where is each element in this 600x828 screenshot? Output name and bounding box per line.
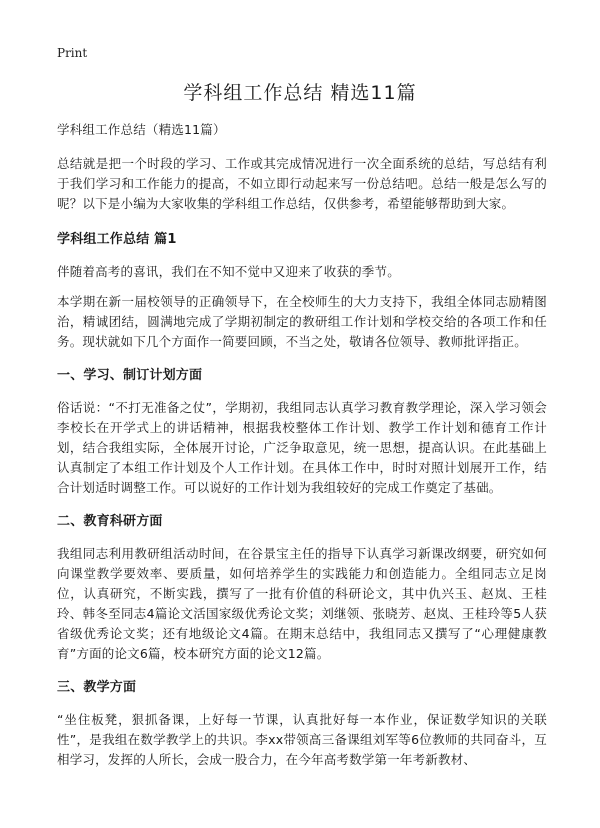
article-subtitle: 学科组工作总结（精选11篇） [57,122,226,137]
heading-research: 二、教育科研方面 [57,514,163,529]
print-link[interactable]: Print [57,46,88,60]
paragraph-teaching: “坐住板凳，狠抓备课，上好每一节课，认真批好每一本作业，保证数学知识的关联性”，是我组在数学教学上的共识。李xx带领高三备课组刘军等6位教师的共同奋斗，互相学习，发挥的人所长，会成一股合力，在今年高考数学第一年考新教材、 [57,712,547,767]
paragraph-research: 我组同志利用教研组活动时间，在谷景宝主任的指导下认真学习新课改纲要，研究如何向课堂教学要效率、要质量，如何培养学生的实践能力和创造能力。全组同志立足岗位，认真研究，不断实践，撰写了一批有价值的科研论文，其中仇兴玉、赵岚、王桂玲、韩冬至同志4篇论文活国家级优秀论文奖；刘继领、张晓芳、赵岚、王桂玲等5人获省级优秀论文奖；还有地级论文4篇。在期末总结中，我组同志又撰写了“心理健康教育”方面的论文6篇，校本研究方面的论文12篇。 [57,546,547,661]
heading-study-planning: 一、学习、制订计划方面 [57,368,203,383]
paragraph-harvest: 伴随着高考的喜讯，我们在不知不觉中又迎来了收获的季节。 [57,264,400,279]
section-heading-1: 学科组工作总结 篇1 [57,232,177,247]
paragraph-study-planning: 俗话说：“不打无准备之仗”，学期初，我组同志认真学习教育教学理论，深入学习领会李校长在开学式上的讲话精神，根据我校整体工作计划、教学工作计划和德育工作计划，结合我组实际，全体展开讨论，广泛争取意见，统一思想，提高认识。在此基础上认真制定了本组工作计划及个人工作计划。在具体工作中，时时对照计划展开工作，结合计划适时调整工作。可以说好的工作计划为我组较好的完成工作奠定了基础。 [57,400,547,495]
heading-teaching: 三、教学方面 [57,680,137,695]
intro-paragraph: 总结就是把一个时段的学习、工作或其完成情况进行一次全面系统的总结，写总结有利于我们学习和工作能力的提高，不如立即行动起来写一份总结吧。总结一般是怎么写的呢？以下是小编为大家收集的学科组工作总结，仅供参考，希望能够帮助到大家。 [57,156,547,211]
paragraph-overview: 本学期在新一届校领导的正确领导下，在全校师生的大力支持下，我组全体同志励精图治，精诚团结，圆满地完成了学期初制定的教研组工作计划和学校交给的各项工作和任务。现状就如下几个方面作一简要回顾，不当之处，敬请各位领导、教师批评指正。 [57,294,547,349]
article-body [57,120,547,780]
document-title: 学科组工作总结 精选11篇 [183,82,417,104]
